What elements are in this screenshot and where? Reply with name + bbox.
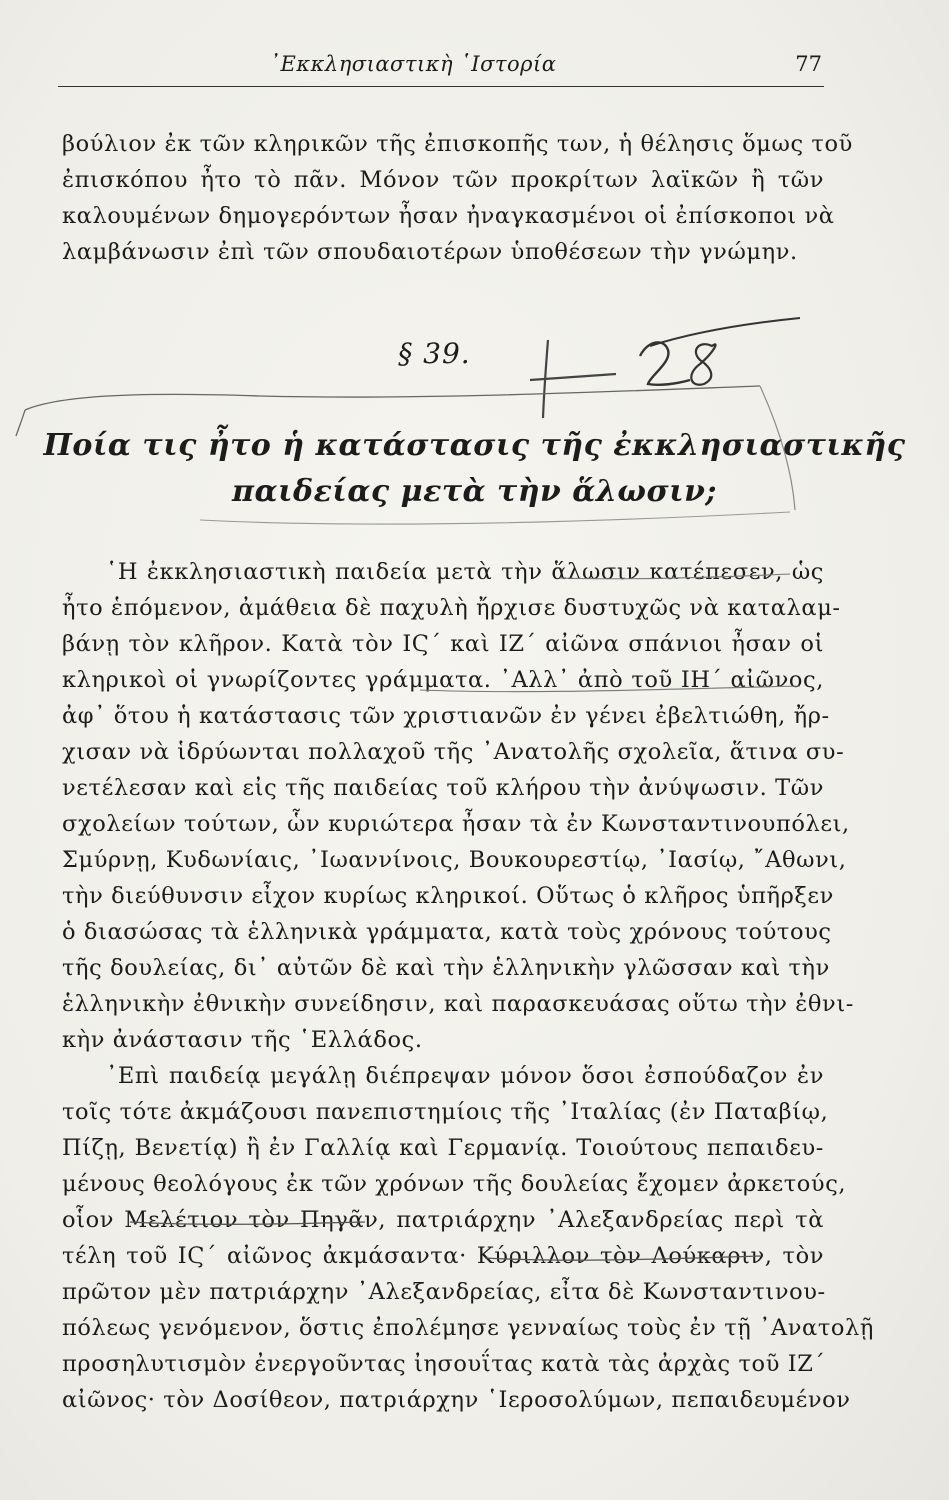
text-line: κὴν ἀνάστασιν τῆς ῾Ελλάδος. (62, 1027, 423, 1053)
text-line: αἰῶνος· τὸν Δοσίθεον, πατριάρχην ῾Ιεροσολύμων, πεπαιδευμένον (62, 1387, 851, 1413)
section-heading-line-1: Ποία τις ἦτο ἡ κατάστασις τῆς ἐκκλησιαστικῆς (43, 428, 906, 463)
text-line: οἷον Μελέτιον τὸν Πηγᾶν, πατριάρχην ᾿Αλεξανδρείας περὶ τὰ (62, 1207, 824, 1233)
text-line: τοῖς τότε ἀκμάζουσι πανεπιστημίοις τῆς ᾿Ιταλίας (ἐν Παταβίῳ, (62, 1099, 829, 1125)
text-line: πρῶτον μὲν πατριάρχην ᾿Αλεξανδρείας, εἶτα δὲ Κωνσταντινου- (62, 1279, 826, 1305)
text-line: καλουμένων δημογερόντων ἦσαν ἠναγκασμένοι οἱ ἐπίσκοποι νὰ (62, 203, 835, 229)
text-line: βάνῃ τὸν κλῆρον. Κατὰ τὸν ΙϚ΄ καὶ ΙΖ΄ αἰῶνα σπάνιοι ἦσαν οἱ (62, 631, 824, 657)
section-number (0, 337, 949, 370)
text-line: χισαν νὰ ἱδρύωνται πολλαχοῦ τῆς ᾿Ανατολῆς σχολεῖα, ἅτινα συ- (62, 739, 845, 765)
text-line: Πίζῃ, Βενετίᾳ) ἢ ἐν Γαλλίᾳ καὶ Γερμανίᾳ. Τοιούτους πεπαιδευ- (62, 1135, 824, 1161)
text-line: ἦτο ἑπόμενον, ἀμάθεια δὲ παχυλὴ ἤρχισε δυστυχῶς νὰ καταλαμ- (62, 595, 841, 621)
page-number: 77 (795, 52, 822, 76)
text-line: λαμβάνωσιν ἐπὶ τῶν σπουδαιοτέρων ὑποθέσεων τὴν γνώμην. (62, 239, 798, 265)
text-line: κληρικοὶ οἱ γνωρίζοντες γράμματα. ᾿Αλλ᾿ ἀπὸ τοῦ ΙΗ΄ αἰῶνος, (62, 667, 824, 693)
text-line: ῾Η ἐκκλησιαστικὴ παιδεία μετὰ τὴν ἅλωσιν κατέπεσεν, ὡς (106, 559, 824, 585)
text-line: Σμύρνῃ, Κυδωνίαις, ᾿Ιωαννίνοις, Βουκουρεστίῳ, ᾿Ιασίῳ, ῎Αθωνι, (62, 847, 847, 873)
text-line: ἐπισκόπου ἦτο τὸ πᾶν. Μόνον τῶν προκρίτων λαϊκῶν ἢ τῶν (62, 167, 824, 193)
text-line: μένους θεολόγους ἐκ τῶν χρόνων τῆς δουλείας ἔχομεν ἀρκετούς, (62, 1171, 847, 1197)
text-line: τῆς δουλείας, δι᾿ αὐτῶν δὲ καὶ τὴν ἑλληνικὴν γλῶσσαν καὶ τὴν (62, 955, 830, 981)
text-line: βούλιον ἐκ τῶν κληρικῶν τῆς ἐπισκοπῆς των, ἡ θέλησις ὅμως τοῦ (62, 131, 853, 157)
text-line: ᾿Επὶ παιδείᾳ μεγάλῃ διέπρεψαν μόνον ὅσοι ἐσπούδαζον ἐν (106, 1063, 824, 1089)
running-title: ᾿Εκκλησιαστικὴ ῾Ιστορία (269, 52, 557, 76)
text-line: νετέλεσαν καὶ εἰς τῆς παιδείας τοῦ κλήρου τὴν ἀνύψωσιν. Τῶν (62, 775, 824, 801)
page-header (62, 48, 824, 82)
header-rule (58, 86, 824, 87)
text-line: τέλη τοῦ ΙϚ΄ αἰῶνος ἀκμάσαντα· Κύριλλον τὸν Λούκαριν, τὸν (62, 1243, 824, 1269)
pencil-stroke (530, 374, 616, 380)
section-number-text: § 39. (398, 337, 471, 370)
text-line: σχολείων τούτων, ὧν κυριώτερα ἦσαν τὰ ἐν Κωνσταντινουπόλει, (62, 811, 850, 837)
pencil-stroke (200, 512, 790, 524)
text-line: ἑλληνικὴν ἐθνικὴν συνείδησιν, καὶ παρασκευάσας οὕτω τὴν ἐθνι- (62, 991, 854, 1017)
text-line: προσηλυτισμὸν ἐνεργοῦντας ἰησουΐτας κατὰ τὰς ἀρχὰς τοῦ ΙΖ΄ (62, 1351, 826, 1377)
pencil-stroke (25, 386, 760, 410)
text-line: πόλεως γενόμενον, ὅστις ἐπολέμησε γενναίως τοὺς ἐν τῇ ᾿Ανατολῇ (62, 1315, 874, 1341)
text-line: ὁ διασώσας τὰ ἑλληνικὰ γράμματα, κατὰ τοὺς χρόνους τούτους (62, 919, 832, 945)
section-heading-line-2: παιδείας μετὰ τὴν ἅλωσιν; (232, 474, 717, 509)
text-line: τὴν διεύθυνσιν εἶχον κυρίως κληρικοί. Οὕτως ὁ κλῆρος ὑπῆρξεν (62, 883, 834, 909)
text-line: ἀφ᾿ ὅτου ἡ κατάστασις τῶν χριστιανῶν ἐν γένει ἐβελτιώθη, ἤρ- (62, 703, 830, 729)
